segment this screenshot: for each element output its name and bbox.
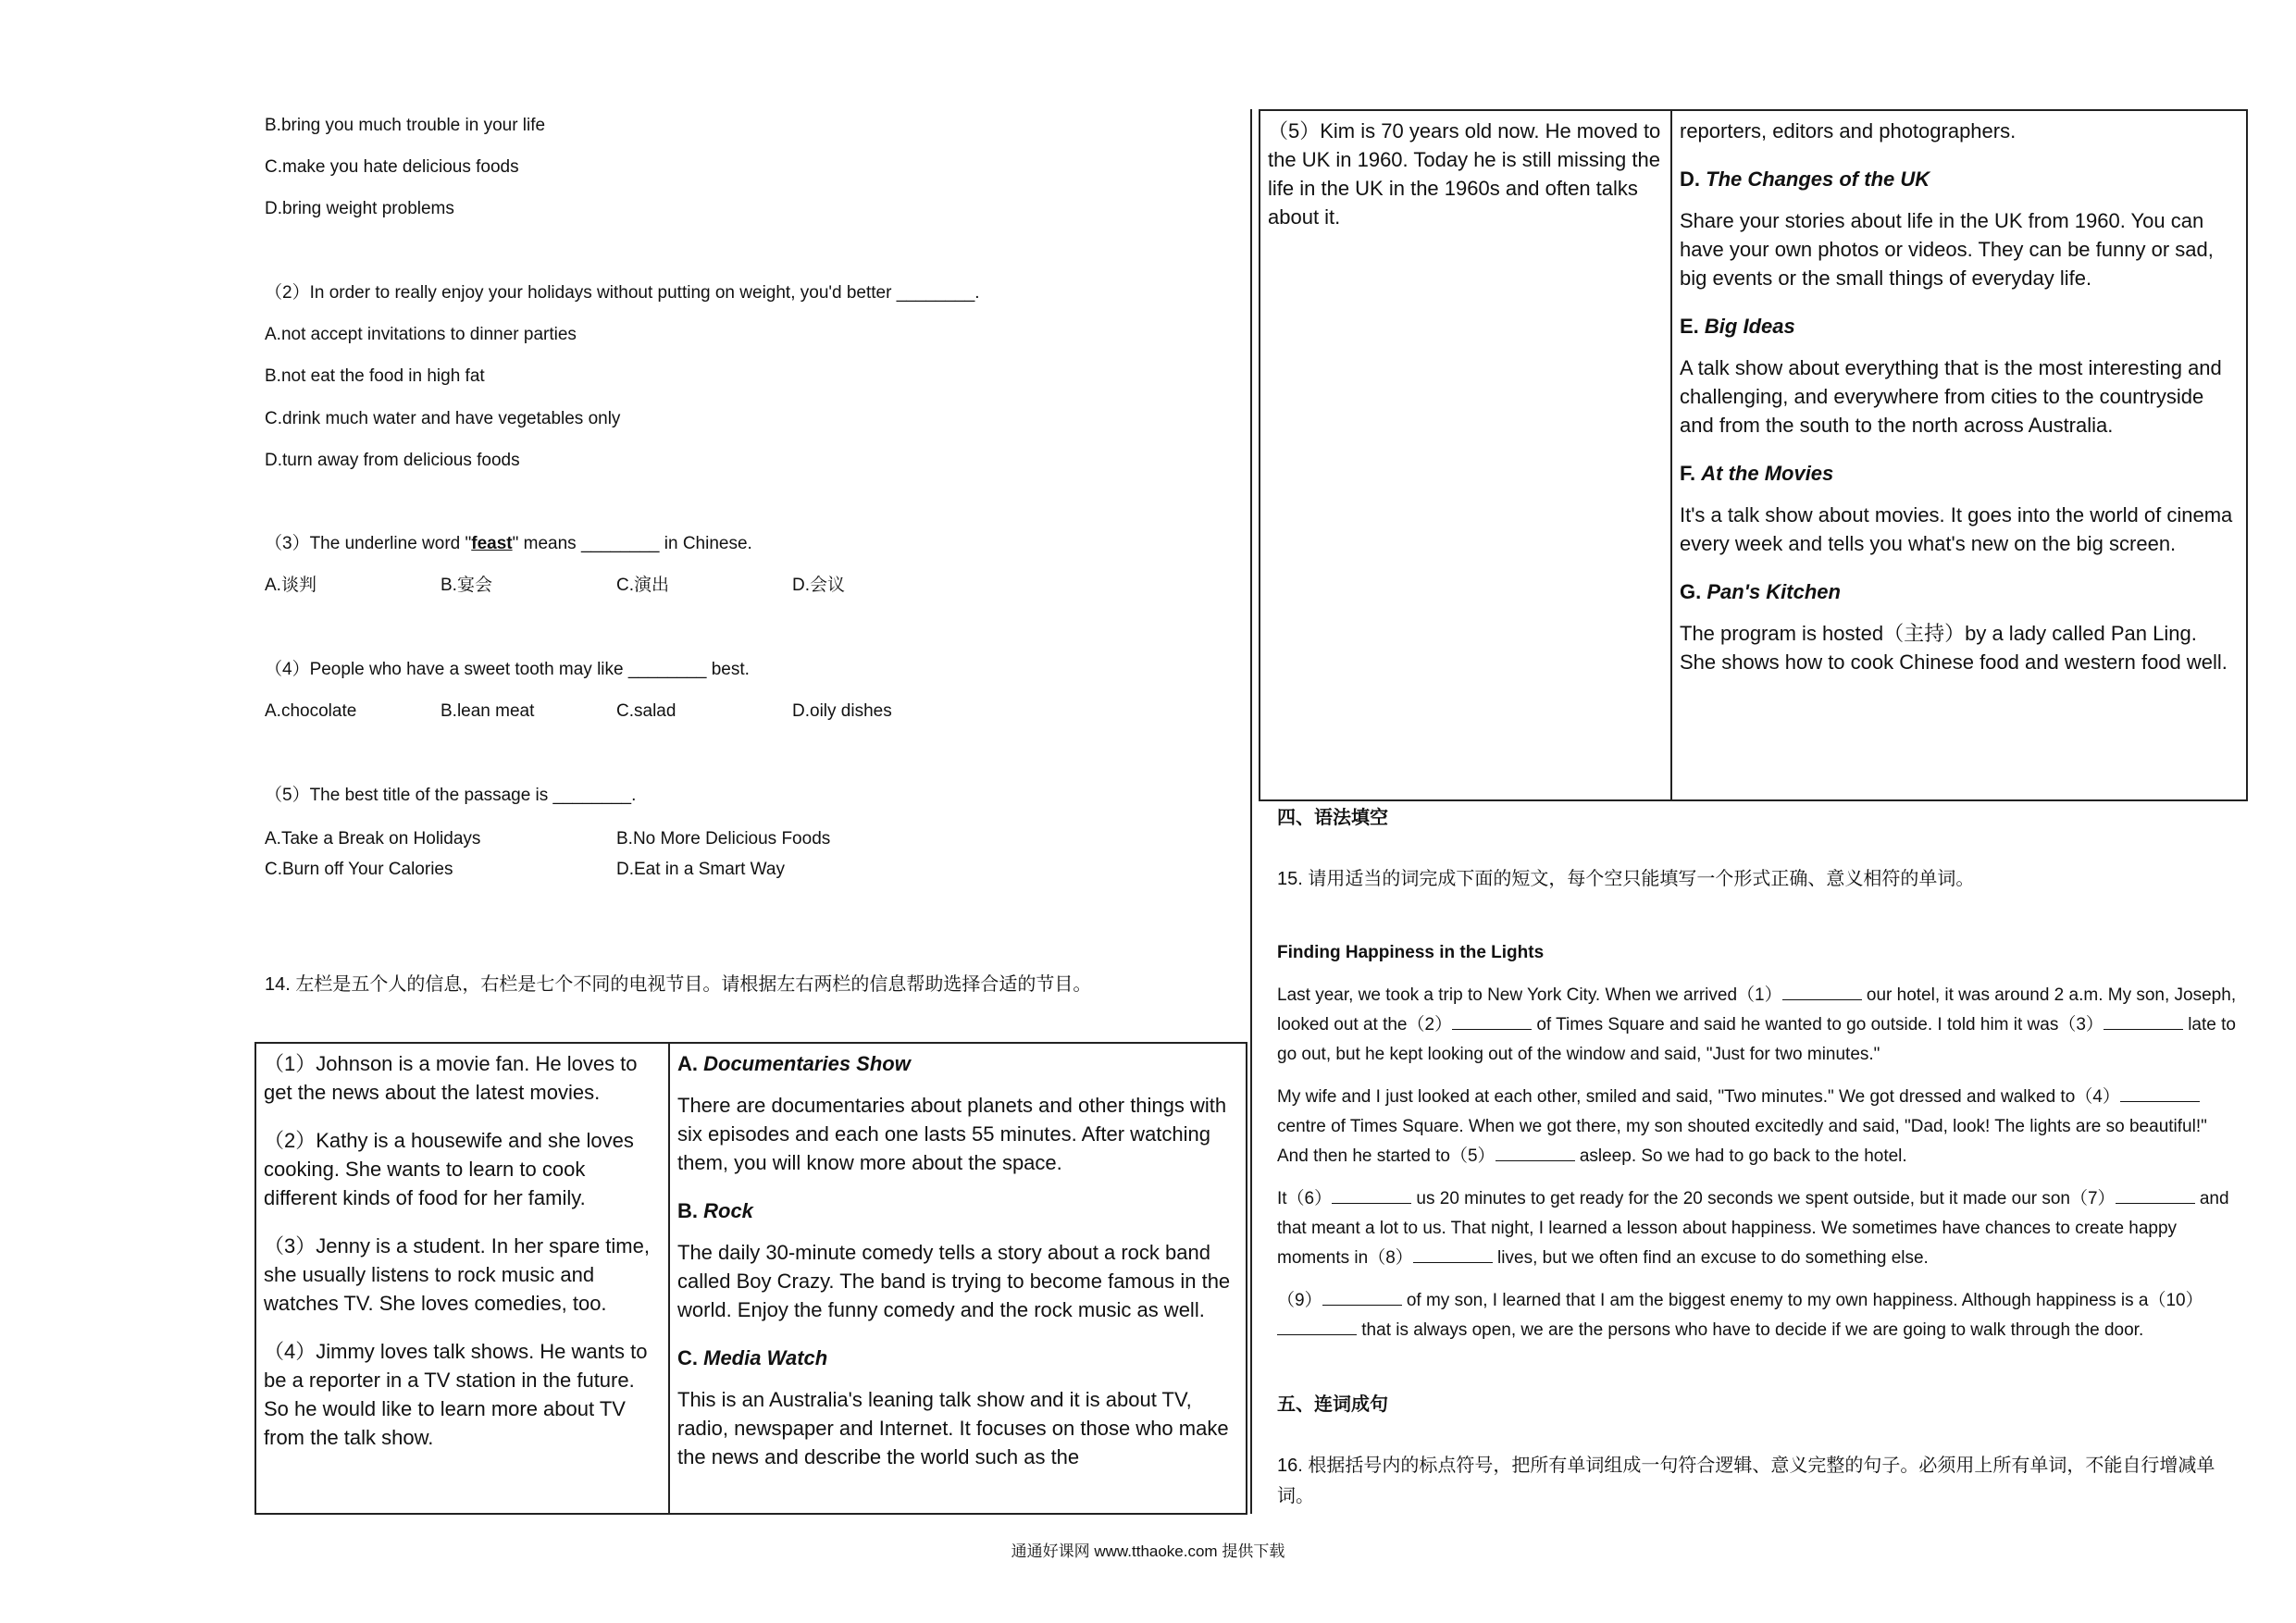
q13-q1-option-c: C.make you hate delicious foods [265, 157, 519, 177]
q13-q2-stem: （2）In order to really enjoy your holidays without putting on weight, you'd better ________. [265, 283, 980, 303]
q14-table-left [254, 1042, 1247, 1515]
column-divider [1250, 109, 1252, 1514]
passage-paragraph-4: （9） of my son, I learned that I am the biggest enemy to my own happiness. Although happiness is a（10） that is always open, we are the persons who have to decide if we are going to walk through the door. [1277, 1286, 2240, 1345]
q13-q4-option-c: C.salad [616, 701, 676, 721]
blank-4[interactable] [2120, 1084, 2200, 1102]
programs-column-a-c [669, 1043, 1247, 1514]
section-4-heading: 四、语法填空 [1277, 808, 1388, 828]
page-footer: 通通好课网 www.tthaoke.com 提供下载 [1011, 1542, 1285, 1560]
q13-q3-stem-pre: （3）The underline word " [265, 534, 472, 553]
q13-q5-option-d: D.Eat in a Smart Way [616, 860, 785, 879]
people-column-continued [1260, 110, 1671, 800]
cloze-passage [1277, 981, 2240, 1358]
program-d-desc: Share your stories about life in the UK from 1960. You can have your own photos or videos. They can be funny or sad, big events or the small things of everyday life. [1680, 209, 2214, 290]
passage-paragraph-3: It（6） us 20 minutes to get ready for the 20 seconds we spent outside, but it made our son（7） and that meant a lot to us. That night, I learned a lesson about happiness. We sometimes have chances to create happy moments in（8） lives, but we often find an excuse to do something else. [1277, 1184, 2240, 1273]
blank-7[interactable] [2116, 1186, 2195, 1204]
q13-q1-option-d: D.bring weight problems [265, 199, 454, 218]
q13-q3-option-a: A.谈判 [265, 576, 316, 595]
q13-q2-option-c: C.drink much water and have vegetables only [265, 409, 621, 428]
blank-1[interactable] [1782, 983, 1862, 1000]
program-f-title: F. At the Movies [1680, 462, 1834, 485]
blank-2[interactable] [1452, 1012, 1532, 1030]
program-c-title: C. Media Watch [677, 1346, 828, 1369]
person-5: （5）Kim is 70 years old now. He moved to the UK in 1960. Today he is still missing the life in the UK in the 1960s and often talks about it. [1268, 119, 1661, 229]
people-column [255, 1043, 669, 1514]
passage-paragraph-2: My wife and I just looked at each other, smiled and said, "Two minutes." We got dressed and walked to（4） centre of Times Square. When we got there, my son shouted excitedly and said, "Dad, look! The lights are so beautiful!" And then he started to（5） asleep. So we had to go back to the hotel. [1277, 1083, 2240, 1171]
program-g-desc: The program is hosted（主持）by a lady called Pan Ling. She shows how to cook Chinese food and western food well. [1680, 622, 2228, 674]
q13-q5-option-a: A.Take a Break on Holidays [265, 829, 481, 849]
q13-q5-stem: （5）The best title of the passage is ________. [265, 786, 637, 805]
q13-q5-option-b: B.No More Delicious Foods [616, 829, 831, 849]
q13-q4-option-b: B.lean meat [441, 701, 535, 721]
q13-q5-options-row1 [265, 828, 968, 850]
q13-q5-option-c: C.Burn off Your Calories [265, 860, 453, 879]
q15-instruction: 15. 请用适当的词完成下面的短文，每个空只能填写一个形式正确、意义相符的单词。 [1277, 869, 1975, 889]
blank-6[interactable] [1332, 1186, 1411, 1204]
q16-instruction: 16. 根据括号内的标点符号，把所有单词组成一句符合逻辑、意义完整的句子。必须用上所有单词，不能自行增减单词。 [1277, 1456, 2215, 1506]
q13-q4-options [265, 700, 968, 723]
program-d-title: D. The Changes of the UK [1680, 167, 1930, 191]
q13-q4-option-d: D.oily dishes [792, 701, 892, 721]
blank-5[interactable] [1496, 1144, 1575, 1161]
program-c-desc: This is an Australia's leaning talk show and it is about TV, radio, newspaper and Internet. It focuses on those who make the news and describe the world such as the [677, 1388, 1229, 1468]
person-3: （3）Jenny is a student. In her spare time, she usually listens to rock music and watches TV. She loves comedies, too. [264, 1234, 650, 1315]
blank-9[interactable] [1322, 1288, 1402, 1306]
person-1: （1）Johnson is a movie fan. He loves to get the news about the latest movies. [264, 1052, 638, 1104]
q13-q3-option-c: C.演出 [616, 576, 670, 595]
q13-q2-option-a: A.not accept invitations to dinner parties [265, 325, 577, 344]
q13-q3-keyword: feast [471, 534, 513, 553]
program-a-title: A. Documentaries Show [677, 1052, 911, 1075]
q13-q5-options-row2 [265, 859, 968, 881]
program-b-title: B. Rock [677, 1199, 753, 1222]
q13-q1-option-b: B.bring you much trouble in your life [265, 116, 546, 135]
program-e-desc: A talk show about everything that is the most interesting and challenging, and everywhere from cities to the countryside and from the south to the north across Australia. [1680, 356, 2222, 437]
person-4: （4）Jimmy loves talk shows. He wants to be a reporter in a TV station in the future. So he would like to learn more about TV from the talk show. [264, 1340, 648, 1449]
q13-q4-stem: （4）People who have a sweet tooth may like ________ best. [265, 660, 750, 679]
q13-q4-option-a: A.chocolate [265, 701, 357, 721]
program-c-desc-continued: reporters, editors and photographers. [1680, 119, 2017, 142]
section-5-heading: 五、连词成句 [1277, 1394, 1388, 1415]
q13-q3-stem-post: " means ________ in Chinese. [512, 534, 752, 553]
passage-paragraph-1: Last year, we took a trip to New York City. When we arrived（1） our hotel, it was around 2 a.m. My son, Joseph, looked out at the（2） of Times Square and said he wanted to go outside. I told him it was（3） late to go out, but he kept looking out of the window and said, "Just for two minutes." [1277, 981, 2240, 1070]
blank-10[interactable] [1277, 1318, 1357, 1335]
q13-q3-options [265, 575, 968, 597]
person-2: （2）Kathy is a housewife and she loves cooking. She wants to learn to cook different kinds of food for her family. [264, 1129, 634, 1209]
program-a-desc: There are documentaries about planets and other things with six episodes and each one lasts 55 minutes. After watching them, you will know more about the space. [677, 1094, 1227, 1174]
program-b-desc: The daily 30-minute comedy tells a story about a rock band called Boy Crazy. The band is trying to become famous in the world. Enjoy the funny comedy and the rock music as well. [677, 1241, 1231, 1321]
q14-table-right [1259, 109, 2248, 801]
blank-8[interactable] [1413, 1245, 1493, 1263]
programs-column-d-g [1671, 110, 2247, 800]
passage-title: Finding Happiness in the Lights [1277, 943, 1545, 962]
blank-3[interactable] [2104, 1012, 2183, 1030]
program-e-title: E. Big Ideas [1680, 315, 1795, 338]
program-g-title: G. Pan's Kitchen [1680, 580, 1841, 603]
q13-q2-option-b: B.not eat the food in high fat [265, 366, 485, 386]
program-f-desc: It's a talk show about movies. It goes into the world of cinema every week and tells you what's new on the big screen. [1680, 503, 2233, 555]
q13-q3-option-d: D.会议 [792, 576, 846, 595]
q13-q3-option-b: B.宴会 [441, 576, 492, 595]
q13-q2-option-d: D.turn away from delicious foods [265, 451, 520, 470]
q13-q3-stem [265, 533, 752, 555]
q14-instruction: 14. 左栏是五个人的信息，右栏是七个不同的电视节目。请根据左右两栏的信息帮助选择合适的节目。 [265, 974, 1092, 995]
